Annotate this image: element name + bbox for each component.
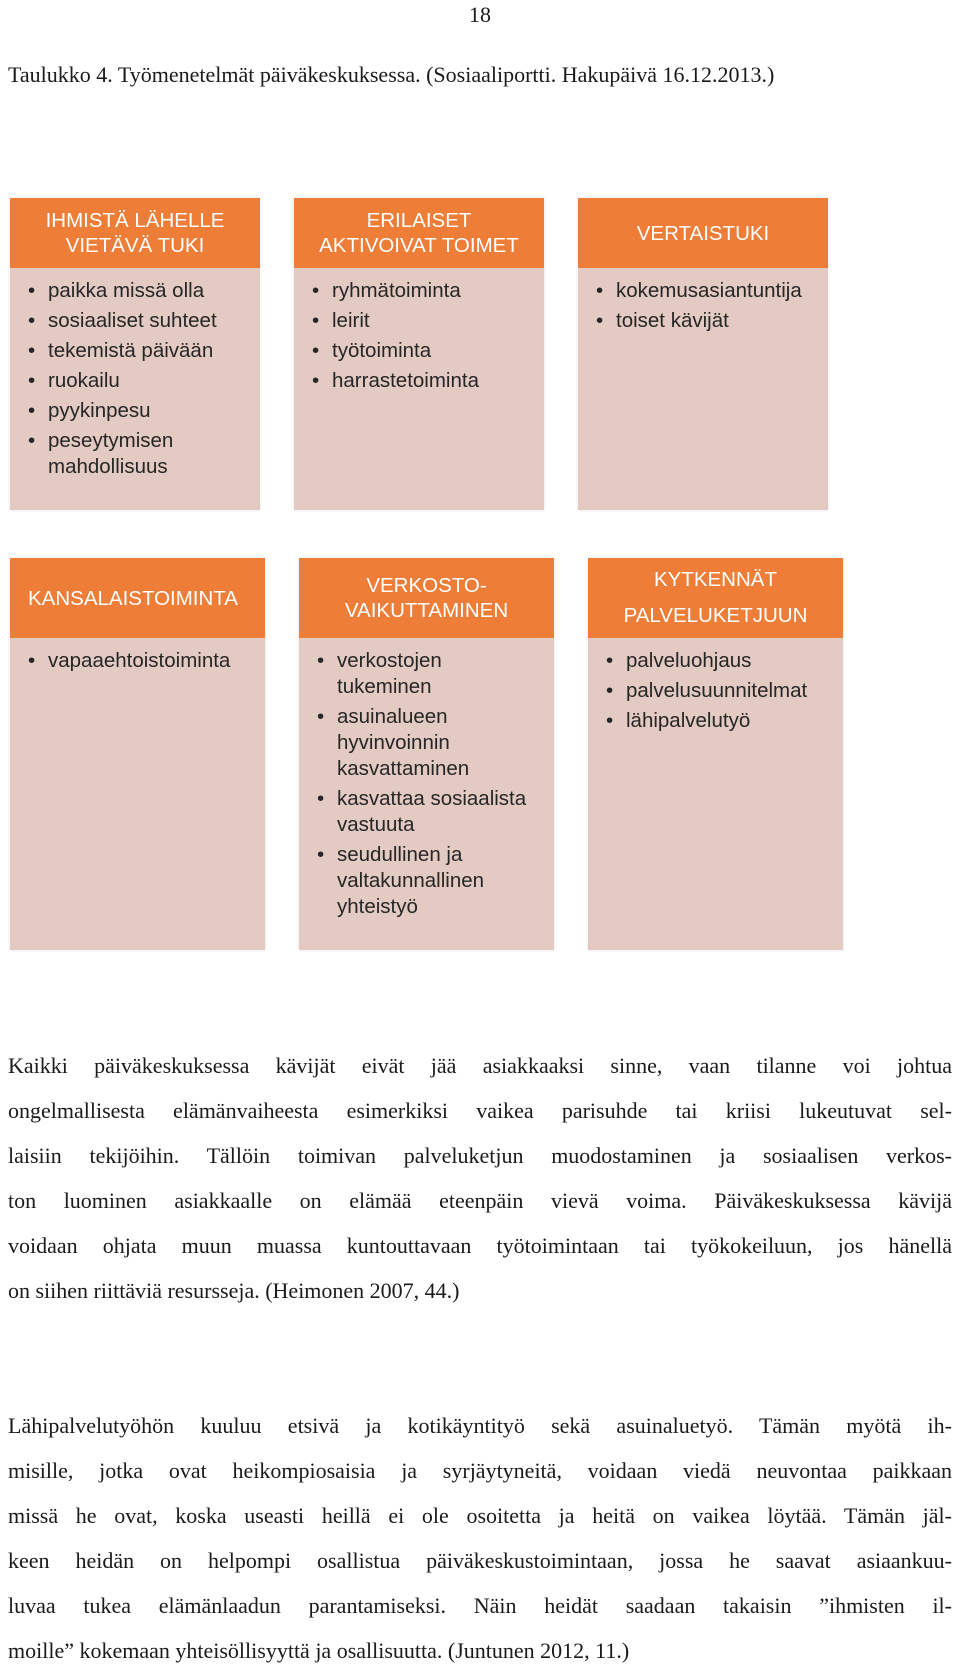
card-item: • pyykinpesu [28, 398, 256, 424]
card-kytkennat-palveluketjuun [588, 558, 843, 950]
card-items [10, 638, 265, 674]
card-erilaiset-aktivoivat [294, 198, 544, 510]
card-items [10, 268, 260, 480]
card-items [294, 268, 544, 394]
card-item: • palvelusuunnitelmat [606, 678, 839, 704]
paragraph-line: on siihen riittäviä resursseja. (Heimonen 2007, 44.) [8, 1278, 460, 1303]
card-item: • vapaaehtoistoiminta [28, 648, 261, 674]
paragraph-line: laisiin tekijöihin. Tällöin toimivan palveluketjun muodostaminen ja sosiaalisen verkos- [8, 1143, 952, 1168]
card-item: • palveluohjaus [606, 648, 839, 674]
paragraph-line: ton luominen asiakkaalle on elämää eteenpäin vievä voima. Päiväkeskuksessa kävijä [8, 1188, 952, 1213]
card-title: KANSALAISTOIMINTA [10, 558, 265, 638]
card-title: KYTKENNÄT PALVELUKETJUUN [588, 558, 843, 638]
paragraph-line: keen heidän on helpompi osallistua päiväkeskustoimintaan, jossa he saavat asiaankuu- [8, 1548, 952, 1573]
card-vertaistuki [578, 198, 828, 510]
paragraph-line: misille, jotka ovat heikompiosaisia ja syrjäytyneitä, voidaan viedä neuvontaa paikkaan [8, 1458, 952, 1483]
card-verkostovaikuttaminen [299, 558, 554, 950]
card-item: • kasvattaa sosiaalista vastuuta [317, 786, 550, 838]
page-number: 18 [469, 2, 491, 27]
paragraph-line: missä he ovat, koska useasti heillä ei ole osoitetta ja heitä on vaikea löytää. Tämän jäl- [8, 1503, 952, 1528]
paragraph-line: ongelmallisesta elämänvaiheesta esimerkiksi vaikea parisuhde tai kriisi lukeutuvat sel- [8, 1098, 952, 1123]
card-item: • työtoiminta [312, 338, 540, 364]
card-item: • tekemistä päivään [28, 338, 256, 364]
paragraph-line: Kaikki päiväkeskuksessa kävijät eivät jää asiakkaaksi sinne, vaan tilanne voi johtua [8, 1053, 952, 1078]
card-kansalaistoiminta [10, 558, 265, 950]
card-ihmista-lahelle [10, 198, 260, 510]
card-item: • asuinalueen hyvinvoinnin kasvattaminen [317, 704, 550, 782]
card-item: • lähipalvelutyö [606, 708, 839, 734]
card-title: IHMISTÄ LÄHELLE VIETÄVÄ TUKI [10, 198, 260, 268]
card-item: • sosiaaliset suhteet [28, 308, 256, 334]
card-item: • ruokailu [28, 368, 256, 394]
card-item: • verkostojen tukeminen [317, 648, 550, 700]
card-item: • kokemusasiantuntija [596, 278, 824, 304]
card-item: • ryhmätoiminta [312, 278, 540, 304]
body-paragraph-1 [8, 1043, 952, 1313]
paragraph-line: luvaa tukea elämänlaadun parantamiseksi. Näin heidät saadaan takaisin ”ihmisten il- [8, 1593, 952, 1618]
card-item: • paikka missä olla [28, 278, 256, 304]
card-item: • leirit [312, 308, 540, 334]
paragraph-line: voidaan ohjata muun muassa kuntouttavaan työtoimintaan tai työkokeiluun, jos hänellä [8, 1233, 952, 1258]
card-title: VERTAISTUKI [578, 198, 828, 268]
body-paragraph-2 [8, 1403, 952, 1673]
card-title: ERILAISET AKTIVOIVAT TOIMET [294, 198, 544, 268]
card-items [299, 638, 554, 920]
card-title: VERKOSTO- VAIKUTTAMINEN [299, 558, 554, 638]
card-item: • seudullinen ja valtakunnallinen yhteistyö [317, 842, 550, 920]
card-item: • harrastetoiminta [312, 368, 540, 394]
card-items [588, 638, 843, 734]
card-items [578, 268, 828, 334]
card-item: • peseytymisen mahdollisuus [28, 428, 256, 480]
card-item: • toiset kävijät [596, 308, 824, 334]
table-caption: Taulukko 4. Työmenetelmät päiväkeskuksessa. (Sosiaaliportti. Hakupäivä 16.12.2013.) [8, 62, 775, 87]
paragraph-line: Lähipalvelutyöhön kuuluu etsivä ja kotikäyntityö sekä asuinaluetyö. Tämän myötä ih- [8, 1413, 952, 1438]
paragraph-line: moille” kokemaan yhteisöllisyyttä ja osallisuutta. (Juntunen 2012, 11.) [8, 1638, 630, 1663]
